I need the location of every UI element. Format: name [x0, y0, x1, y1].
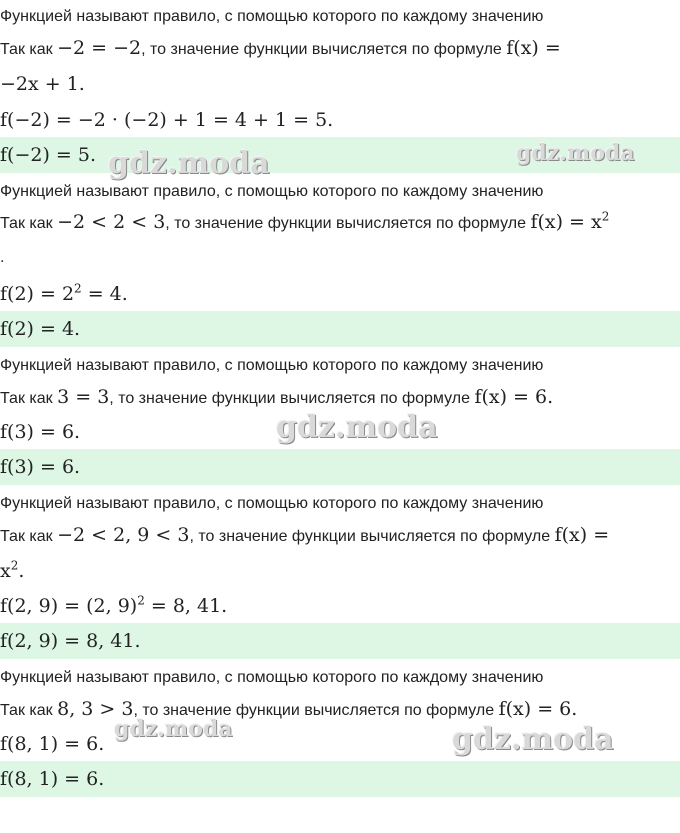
formula-tail-4 [0, 559, 24, 583]
answer-box-5 [0, 761, 680, 797]
formula-tail-end: . [18, 560, 25, 582]
answer-box-2 [0, 311, 680, 347]
condition-prefix: Так как [0, 215, 53, 232]
answer-1: f(−2) = 5. [0, 144, 96, 166]
watermark-logo: gdz.moda [108, 146, 270, 181]
condition-prefix: Так как [0, 390, 53, 407]
watermark-logo: gdz.moda [276, 410, 438, 445]
formula-exponent: 2 [601, 209, 610, 224]
condition-suffix: , то значение функции вычисляется по формуле [133, 702, 495, 719]
formula-head: f(x) = 6. [474, 386, 554, 408]
condition-suffix: , то значение функции вычисляется по формуле [189, 528, 551, 545]
condition-prefix: Так как [0, 41, 53, 58]
answer-box-4 [0, 623, 680, 659]
calc-base: f(2, 9) = (2, 9) [0, 595, 138, 617]
condition-math: 8, 3 > 3 [57, 698, 134, 720]
answer-box-3 [0, 449, 680, 485]
condition-line-4 [0, 524, 609, 548]
calc-exponent: 2 [74, 281, 82, 296]
calculation-4 [0, 594, 227, 618]
formula-tail-base: x [0, 560, 11, 582]
formula-tail-exponent: 2 [10, 558, 19, 573]
calc-rest: = 4. [81, 283, 128, 305]
formula-base: f(x) = x [530, 211, 602, 233]
condition-suffix: , то значение функции вычисляется по формуле [141, 41, 502, 58]
formula-head: f(x) = 6. [498, 698, 578, 720]
answer-4: f(2, 9) = 8, 41. [0, 630, 141, 652]
calculation-2 [0, 282, 128, 306]
calc-rest: = 8, 41. [144, 595, 228, 617]
calculation-5: f(8, 1) = 6. [0, 733, 105, 755]
definition-line-5: Функцией называют правило, с помощью которого по каждому значению [0, 669, 544, 686]
condition-math: −2 < 2 < 3 [57, 211, 166, 233]
formula-head [530, 211, 609, 233]
formula-tail-2: . [0, 250, 5, 266]
formula-head: f(x) = [506, 37, 561, 59]
answer-5: f(8, 1) = 6. [0, 768, 105, 790]
condition-line-1 [0, 37, 561, 61]
definition-line-2: Функцией называют правило, с помощью которого по каждому значению [0, 183, 544, 200]
condition-math: −2 < 2, 9 < 3 [57, 524, 190, 546]
calculation-3: f(3) = 6. [0, 421, 81, 443]
calculation-1: f(−2) = −2 · (−2) + 1 = 4 + 1 = 5. [0, 109, 334, 131]
watermark-logo: gdz.moda [516, 140, 635, 166]
calc-exponent: 2 [137, 593, 145, 608]
condition-prefix: Так как [0, 528, 53, 545]
calc-base: f(2) = 2 [0, 283, 75, 305]
answer-2: f(2) = 4. [0, 318, 81, 340]
watermark-logo: gdz.moda [452, 722, 614, 757]
condition-line-3 [0, 386, 553, 410]
condition-line-5 [0, 698, 577, 722]
condition-prefix: Так как [0, 702, 53, 719]
answer-3: f(3) = 6. [0, 456, 81, 478]
definition-line-1: Функцией называют правило, с помощью которого по каждому значению [0, 8, 544, 25]
watermark-logo: gdz.moda [114, 716, 233, 742]
formula-tail-1: −2x + 1. [0, 73, 85, 95]
formula-head: f(x) = [554, 524, 610, 546]
definition-line-4: Функцией называют правило, с помощью которого по каждому значению [0, 495, 544, 512]
condition-math: −2 = −2 [57, 37, 142, 59]
definition-line-3: Функцией называют правило, с помощью которого по каждому значению [0, 357, 544, 374]
condition-suffix: , то значение функции вычисляется по формуле [109, 390, 470, 407]
condition-suffix: , то значение функции вычисляется по формуле [165, 215, 526, 232]
condition-math: 3 = 3 [57, 386, 110, 408]
condition-line-2 [0, 211, 609, 235]
